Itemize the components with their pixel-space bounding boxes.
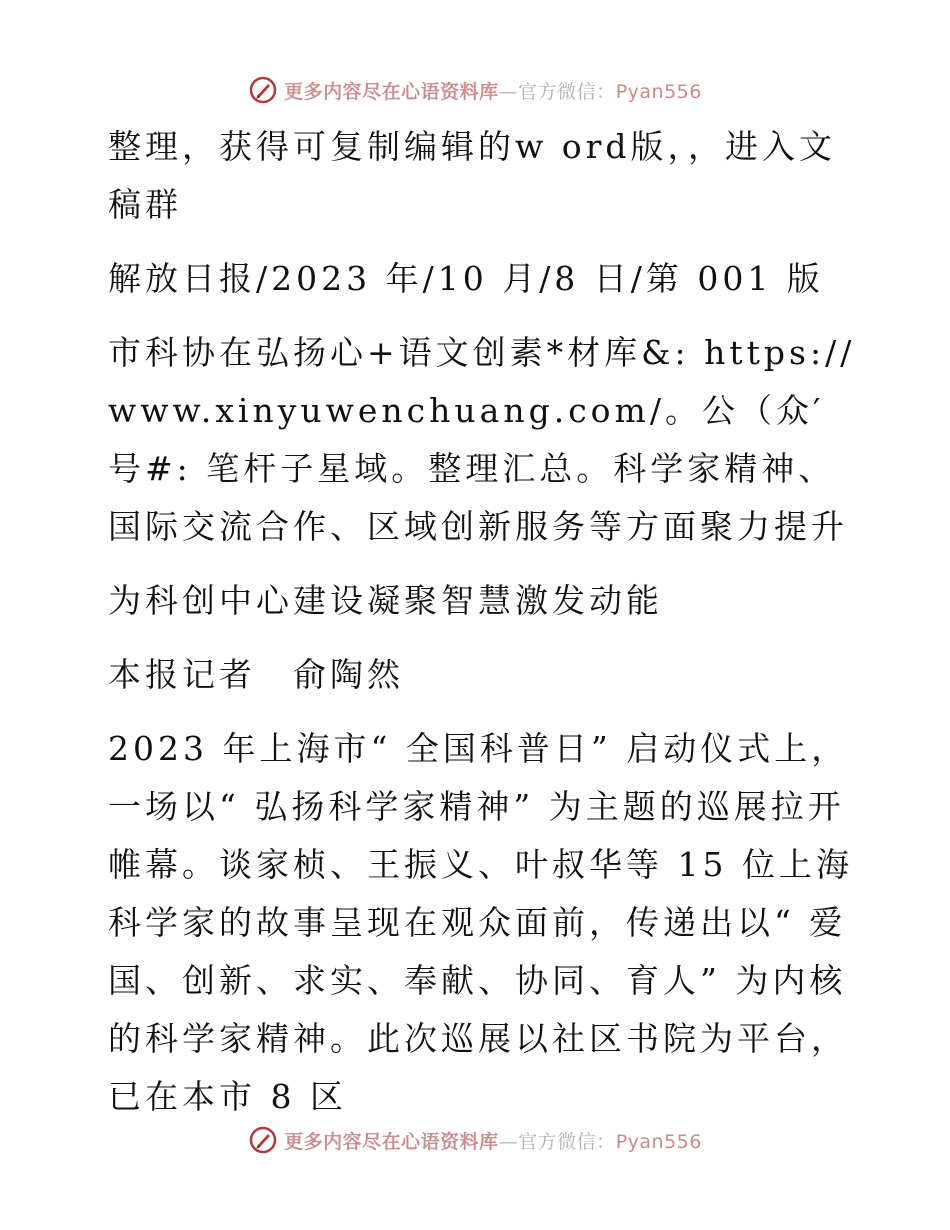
paragraph-source: 解放日报/2023 年/10 月/8 日/第 001 版 (108, 259, 824, 298)
watermark-text (284, 1127, 702, 1154)
watermark-dash: — (498, 1130, 519, 1153)
watermark-handle: Pyan556 (615, 1130, 702, 1153)
document-body (98, 118, 858, 1142)
header-watermark-banner (0, 70, 950, 110)
pen-logo-icon (248, 75, 278, 105)
watermark-wechat-label: 官方微信： (518, 80, 616, 103)
article-title: 为科创中心建设凝聚智慧激发动能 (108, 581, 663, 620)
watermark-brand: 更多内容尽在心语资料库 (284, 80, 499, 103)
watermark-brand: 更多内容尽在心语资料库 (284, 1130, 499, 1153)
paragraph-intro: 整理，获得可复制编辑的w ord版，，进入文稿群 (108, 127, 837, 224)
watermark-dash: — (498, 80, 519, 103)
paragraph-notice: 市科协在弘扬心+语文创素*材库&: https://www.xinyuwenchuang.com/。公（众′号#: 笔杆子星域。整理汇总。科学家精神、国际交流合作、区域创新服务等方面聚力提升 (108, 333, 856, 546)
watermark-wechat-label: 官方微信： (518, 1130, 616, 1153)
watermark-text (284, 77, 702, 104)
article-byline: 本报记者 俞陶然 (108, 655, 404, 694)
watermark-handle: Pyan556 (615, 80, 702, 103)
paragraph-body: 2023 年上海市“ 全国科普日” 启动仪式上，一场以“ 弘扬科学家精神” 为主题的巡展拉开帷幕。谈家桢、王振义、叶叔华等 15 位上海科学家的故事呈现在观众面前，传递出以“ 爱国、创新、求实、奉献、协同、育人” 为内核的科学家精神。此次巡展以社区书院为平台，已在本市 8 区 (108, 729, 853, 1116)
footer-watermark-banner (0, 1120, 950, 1160)
pen-logo-icon (248, 1125, 278, 1155)
